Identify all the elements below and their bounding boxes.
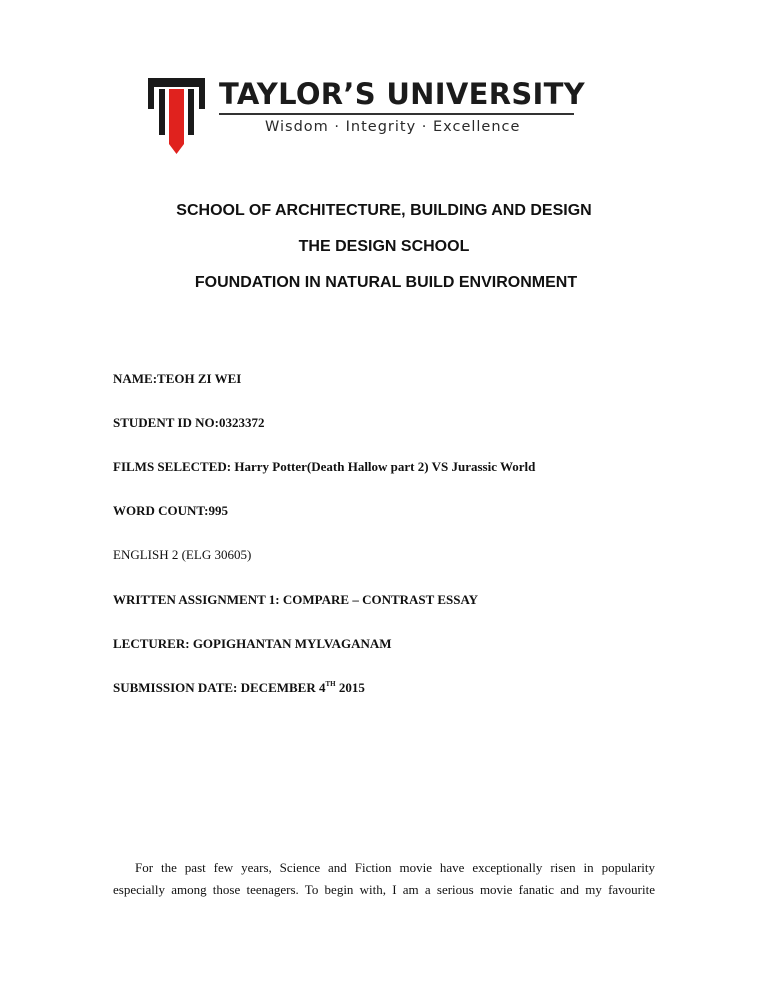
submission-date-ordinal: TH	[325, 680, 336, 688]
paragraph-line: especially among those teenagers. To begin with, I am a serious movie fanatic and my favourite	[113, 882, 655, 897]
university-tagline: Wisdom · Integrity · Excellence	[265, 119, 521, 135]
design-school-heading: THE DESIGN SCHOOL	[298, 238, 470, 255]
course-code: ENGLISH 2 (ELG 30605)	[113, 547, 252, 562]
films-selected-value: Harry Potter(Death Hallow part 2) VS Jurassic World	[234, 459, 536, 474]
lecturer-name: LECTURER: GOPIGHANTAN MYLVAGANAM	[113, 636, 392, 651]
university-logo	[148, 77, 585, 156]
submission-date-year: 2015	[338, 680, 365, 695]
foundation-heading: FOUNDATION IN NATURAL BUILD ENVIRONMENT	[194, 274, 578, 291]
university-name: TAYLOR’S UNIVERSITY	[219, 77, 585, 111]
student-id: STUDENT ID NO:0323372	[113, 415, 265, 430]
school-heading: SCHOOL OF ARCHITECTURE, BUILDING AND DESIGN	[176, 202, 592, 219]
word-count: WORD COUNT:995	[113, 503, 228, 518]
logo-divider	[219, 113, 574, 115]
films-selected-label: FILMS SELECTED:	[113, 459, 232, 474]
assignment-title: WRITTEN ASSIGNMENT 1: COMPARE – CONTRAST ESSAY	[113, 592, 479, 607]
essay-paragraph	[113, 857, 655, 901]
student-name: NAME:TEOH ZI WEI	[113, 371, 242, 386]
university-emblem-icon	[148, 78, 206, 154]
submission-date-prefix: SUBMISSION DATE: DECEMBER 4	[113, 680, 326, 695]
submission-date	[113, 680, 365, 696]
films-selected	[113, 459, 535, 475]
paragraph-line: For the past few years, Science and Fiction movie have exceptionally risen in popularity	[135, 860, 655, 875]
